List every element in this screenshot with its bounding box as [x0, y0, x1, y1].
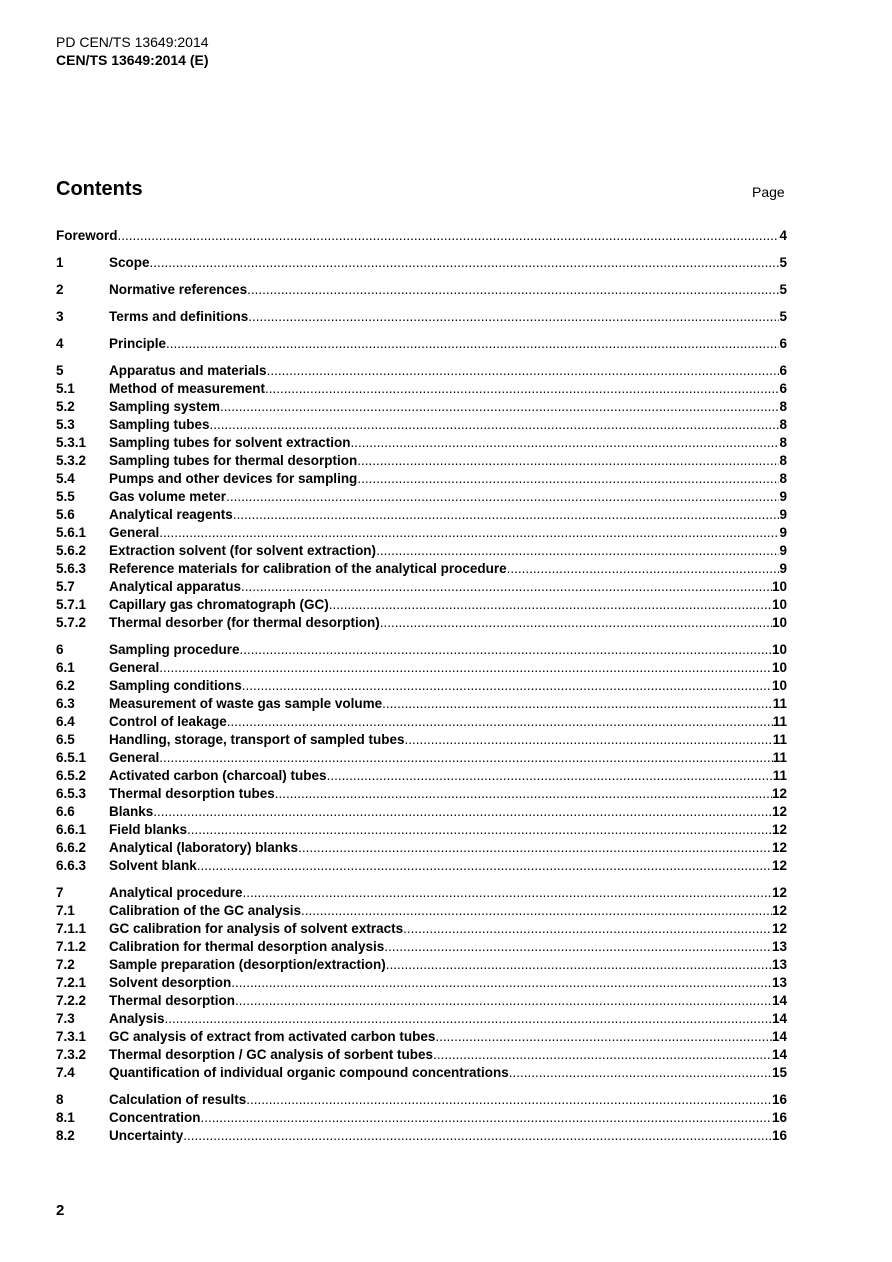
- toc-entry-number: 5.3: [56, 417, 75, 432]
- toc-entry-title: Analytical apparatus: [109, 579, 242, 594]
- toc-dot-leader: [231, 974, 772, 992]
- toc-entry-title: Control of leakage: [109, 714, 227, 729]
- toc-entry-number: 7.3.2: [56, 1047, 87, 1062]
- toc-entry-title: Quantification of individual organic compound concentrations: [109, 1065, 509, 1080]
- toc-entry-page: 5: [779, 309, 787, 324]
- toc-entry-number: 5.6.2: [56, 543, 87, 558]
- toc-entry-number: 7.3.1: [56, 1029, 87, 1044]
- toc-entry-number: 6.6.2: [56, 840, 87, 855]
- toc-entry-number: 7.2: [56, 957, 75, 972]
- toc-entry-page: 14: [771, 1029, 787, 1044]
- toc-entry-number: 5.5: [56, 489, 75, 504]
- toc-dot-leader: [233, 506, 780, 524]
- toc-entry-number: 7.1: [56, 903, 75, 918]
- toc-dot-leader: [435, 1028, 772, 1046]
- toc-entry-title: Analytical (laboratory) blanks: [109, 840, 299, 855]
- toc-entry-page: 12: [771, 822, 787, 837]
- toc-entry[interactable]: [56, 254, 787, 272]
- toc-entry-page: 11: [772, 750, 787, 765]
- toc-entry-title: Sampling system: [109, 399, 221, 414]
- toc-entry-title: Method of measurement: [109, 381, 266, 396]
- toc-entry-title: Foreword: [56, 228, 118, 243]
- toc-entry-page: 9: [779, 489, 787, 504]
- toc-dot-leader: [210, 416, 780, 434]
- toc-entry-title: Calibration for thermal desorption analysis: [109, 939, 385, 954]
- toc-entry[interactable]: [56, 920, 787, 938]
- toc-entry[interactable]: [56, 380, 787, 398]
- toc-entry-page: 10: [771, 579, 787, 594]
- toc-entry-number: 3: [56, 309, 64, 324]
- toc-dot-leader: [241, 578, 772, 596]
- toc-entry-number: 4: [56, 336, 64, 351]
- toc-entry-title: Scope: [109, 255, 150, 270]
- toc-entry[interactable]: [56, 1028, 787, 1046]
- toc-entry-number: 8: [56, 1092, 64, 1107]
- toc-entry-title: Solvent desorption: [109, 975, 232, 990]
- toc-entry-number: 7.2.1: [56, 975, 87, 990]
- toc-entry-page: 8: [779, 399, 787, 414]
- toc-entry[interactable]: [56, 506, 787, 524]
- toc-entry[interactable]: [56, 641, 787, 659]
- toc-dot-leader: [227, 713, 773, 731]
- toc-entry-page: 15: [771, 1065, 787, 1080]
- toc-entry-page: 16: [771, 1128, 787, 1143]
- toc-entry-number: 7.2.2: [56, 993, 87, 1008]
- toc-entry[interactable]: [56, 713, 787, 731]
- toc-entry-title: Field blanks: [109, 822, 188, 837]
- toc-entry-page: 6: [779, 363, 787, 378]
- toc-entry-page: 12: [771, 786, 787, 801]
- toc-entry-number: 5.7.1: [56, 597, 87, 612]
- toc-entry[interactable]: [56, 470, 787, 488]
- toc-entry-page: 12: [771, 858, 787, 873]
- toc-entry-number: 6.4: [56, 714, 75, 729]
- toc-entry-title: Thermal desorption tubes: [109, 786, 275, 801]
- toc-entry-number: 6.5.3: [56, 786, 87, 801]
- toc-entry-number: 6.6.1: [56, 822, 87, 837]
- toc-dot-leader: [159, 524, 779, 542]
- toc-entry-title: Calculation of results: [109, 1092, 247, 1107]
- toc-entry-title: Thermal desorption: [109, 993, 236, 1008]
- toc-dot-leader: [153, 803, 772, 821]
- toc-entry-number: 7.1.1: [56, 921, 87, 936]
- toc-entry-page: 16: [771, 1092, 787, 1107]
- toc-entry-number: 7.1.2: [56, 939, 87, 954]
- toc-dot-leader: [265, 380, 779, 398]
- toc-dot-leader: [165, 1010, 772, 1028]
- toc-entry-title: Activated carbon (charcoal) tubes: [109, 768, 327, 783]
- toc-entry[interactable]: [56, 416, 787, 434]
- toc-dot-leader: [243, 884, 772, 902]
- toc-entry-title: Uncertainty: [109, 1128, 184, 1143]
- toc-entry-number: 1: [56, 255, 64, 270]
- document-id: PD CEN/TS 13649:2014: [56, 34, 209, 50]
- toc-entry-number: 7.3: [56, 1011, 75, 1026]
- toc-entry[interactable]: [56, 434, 787, 452]
- toc-entry-title: Thermal desorption / GC analysis of sorbent tubes: [109, 1047, 434, 1062]
- toc-entry-page: 8: [779, 417, 787, 432]
- toc-entry-title: Sample preparation (desorption/extraction): [109, 957, 386, 972]
- table-of-contents: [56, 227, 787, 1145]
- toc-dot-leader: [275, 785, 772, 803]
- toc-entry-page: 9: [779, 561, 787, 576]
- toc-entry-number: 5.6.3: [56, 561, 87, 576]
- toc-entry-page: 10: [771, 660, 787, 675]
- toc-dot-leader: [376, 542, 779, 560]
- toc-dot-leader: [357, 452, 779, 470]
- toc-dot-leader: [150, 254, 780, 272]
- page-title: Contents: [56, 178, 143, 200]
- toc-dot-leader: [226, 488, 779, 506]
- toc-entry[interactable]: [56, 1109, 787, 1127]
- toc-entry[interactable]: [56, 362, 787, 380]
- toc-entry-title: GC calibration for analysis of solvent extracts: [109, 921, 404, 936]
- toc-entry-number: 5.3.1: [56, 435, 87, 450]
- toc-entry[interactable]: [56, 659, 787, 677]
- toc-entry[interactable]: [56, 974, 787, 992]
- toc-entry-page: 14: [771, 1011, 787, 1026]
- toc-entry[interactable]: [56, 992, 787, 1010]
- toc-entry-page: 10: [771, 678, 787, 693]
- toc-entry[interactable]: [56, 677, 787, 695]
- toc-entry[interactable]: [56, 1010, 787, 1028]
- toc-entry-page: 11: [772, 732, 787, 747]
- toc-entry-number: 6.2: [56, 678, 75, 693]
- toc-entry-number: 8.1: [56, 1110, 75, 1125]
- toc-entry-number: 6.3: [56, 696, 75, 711]
- toc-entry-title: Terms and definitions: [109, 309, 249, 324]
- toc-entry-title: Handling, storage, transport of sampled tubes: [109, 732, 405, 747]
- toc-entry[interactable]: [56, 578, 787, 596]
- toc-entry[interactable]: [56, 596, 787, 614]
- toc-entry-number: 5.7.2: [56, 615, 87, 630]
- toc-entry[interactable]: [56, 902, 787, 920]
- toc-dot-leader: [403, 920, 772, 938]
- toc-dot-leader: [220, 398, 779, 416]
- toc-entry-page: 9: [779, 507, 787, 522]
- toc-entry[interactable]: [56, 803, 787, 821]
- toc-dot-leader: [509, 1064, 772, 1082]
- toc-dot-leader: [327, 767, 773, 785]
- toc-entry-number: 2: [56, 282, 64, 297]
- toc-entry-title: Analytical procedure: [109, 885, 243, 900]
- toc-dot-leader: [386, 956, 772, 974]
- toc-dot-leader: [298, 839, 772, 857]
- toc-entry-title: Capillary gas chromatograph (GC): [109, 597, 329, 612]
- toc-entry[interactable]: [56, 227, 787, 245]
- toc-entry-page: 12: [771, 840, 787, 855]
- toc-entry-page: 14: [771, 1047, 787, 1062]
- toc-entry-page: 16: [771, 1110, 787, 1125]
- toc-entry-page: 11: [772, 696, 787, 711]
- toc-entry[interactable]: [56, 821, 787, 839]
- toc-entry[interactable]: [56, 542, 787, 560]
- toc-entry[interactable]: [56, 308, 787, 326]
- toc-entry-title: Apparatus and materials: [109, 363, 267, 378]
- toc-entry-title: General: [109, 525, 160, 540]
- toc-entry-title: Analysis: [109, 1011, 165, 1026]
- toc-entry[interactable]: [56, 335, 787, 353]
- toc-entry[interactable]: [56, 1091, 787, 1109]
- toc-entry-number: 6.5.1: [56, 750, 87, 765]
- toc-entry-title: Gas volume meter: [109, 489, 227, 504]
- toc-dot-leader: [235, 992, 772, 1010]
- toc-entry-page: 12: [771, 804, 787, 819]
- toc-entry[interactable]: [56, 560, 787, 578]
- toc-entry-page: 12: [771, 903, 787, 918]
- toc-entry-number: 5.4: [56, 471, 75, 486]
- toc-entry-page: 8: [779, 435, 787, 450]
- toc-dot-leader: [159, 749, 772, 767]
- toc-entry-title: Concentration: [109, 1110, 201, 1125]
- toc-entry-number: 6.5.2: [56, 768, 87, 783]
- page-number: 2: [56, 1202, 65, 1219]
- toc-entry-title: Blanks: [109, 804, 154, 819]
- toc-entry-page: 11: [772, 768, 787, 783]
- toc-dot-leader: [159, 659, 772, 677]
- toc-entry-number: 5: [56, 363, 64, 378]
- toc-entry-title: Normative references: [109, 282, 248, 297]
- toc-entry[interactable]: [56, 785, 787, 803]
- toc-dot-leader: [405, 731, 773, 749]
- toc-entry-number: 6.6: [56, 804, 75, 819]
- toc-dot-leader: [301, 902, 772, 920]
- toc-entry[interactable]: [56, 488, 787, 506]
- toc-entry-title: Reference materials for calibration of the analytical procedure: [109, 561, 507, 576]
- toc-entry-number: 7: [56, 885, 64, 900]
- toc-entry-page: 4: [779, 228, 787, 243]
- toc-dot-leader: [247, 281, 779, 299]
- toc-entry-title: Principle: [109, 336, 167, 351]
- toc-entry-title: Sampling tubes: [109, 417, 210, 432]
- toc-entry[interactable]: [56, 938, 787, 956]
- toc-entry-number: 5.3.2: [56, 453, 87, 468]
- toc-entry-page: 8: [779, 471, 787, 486]
- toc-entry-number: 8.2: [56, 1128, 75, 1143]
- toc-entry-title: Sampling tubes for thermal desorption: [109, 453, 358, 468]
- toc-entry-page: 10: [771, 615, 787, 630]
- toc-entry-page: 6: [779, 381, 787, 396]
- toc-entry-number: 5.7: [56, 579, 75, 594]
- toc-entry-page: 10: [771, 642, 787, 657]
- toc-entry-page: 11: [772, 714, 787, 729]
- toc-entry-title: Thermal desorber (for thermal desorption): [109, 615, 380, 630]
- toc-entry[interactable]: [56, 1127, 787, 1145]
- toc-dot-leader: [357, 470, 779, 488]
- toc-entry-page: 12: [771, 921, 787, 936]
- toc-dot-leader: [246, 1091, 772, 1109]
- toc-entry-page: 13: [771, 939, 787, 954]
- toc-entry[interactable]: [56, 1046, 787, 1064]
- toc-entry-page: 13: [771, 957, 787, 972]
- toc-entry[interactable]: [56, 452, 787, 470]
- toc-dot-leader: [433, 1046, 772, 1064]
- toc-dot-leader: [118, 227, 780, 245]
- toc-entry-number: 5.1: [56, 381, 75, 396]
- toc-entry[interactable]: [56, 839, 787, 857]
- toc-entry[interactable]: [56, 956, 787, 974]
- toc-entry-number: 5.6.1: [56, 525, 87, 540]
- toc-entry-page: 8: [779, 453, 787, 468]
- toc-entry-page: 6: [779, 336, 787, 351]
- toc-dot-leader: [329, 596, 772, 614]
- toc-entry-title: Extraction solvent (for solvent extraction): [109, 543, 377, 558]
- toc-dot-leader: [384, 938, 772, 956]
- toc-dot-leader: [187, 821, 772, 839]
- toc-entry-title: Calibration of the GC analysis: [109, 903, 302, 918]
- toc-entry-number: 5.2: [56, 399, 75, 414]
- page-column-label: Page: [752, 184, 785, 200]
- toc-entry-page: 10: [771, 597, 787, 612]
- toc-dot-leader: [248, 308, 779, 326]
- toc-entry-number: 6.6.3: [56, 858, 87, 873]
- toc-entry[interactable]: [56, 857, 787, 875]
- standard-id: CEN/TS 13649:2014 (E): [56, 52, 209, 68]
- toc-entry-title: Sampling conditions: [109, 678, 242, 693]
- toc-dot-leader: [382, 695, 773, 713]
- toc-entry-page: 5: [779, 282, 787, 297]
- toc-entry[interactable]: [56, 884, 787, 902]
- toc-entry[interactable]: [56, 749, 787, 767]
- toc-entry-title: GC analysis of extract from activated carbon tubes: [109, 1029, 436, 1044]
- toc-dot-leader: [507, 560, 780, 578]
- toc-entry-title: General: [109, 660, 160, 675]
- toc-entry-title: Pumps and other devices for sampling: [109, 471, 358, 486]
- toc-entry[interactable]: [56, 614, 787, 632]
- toc-dot-leader: [240, 641, 772, 659]
- toc-entry-title: Analytical reagents: [109, 507, 233, 522]
- toc-entry-page: 9: [779, 525, 787, 540]
- toc-entry[interactable]: [56, 281, 787, 299]
- toc-entry-number: 5.6: [56, 507, 75, 522]
- toc-entry[interactable]: [56, 767, 787, 785]
- toc-entry-page: 9: [779, 543, 787, 558]
- toc-entry-page: 14: [771, 993, 787, 1008]
- toc-entry[interactable]: [56, 731, 787, 749]
- toc-entry-page: 12: [771, 885, 787, 900]
- toc-entry-title: Measurement of waste gas sample volume: [109, 696, 383, 711]
- toc-dot-leader: [351, 434, 780, 452]
- toc-entry-title: Solvent blank: [109, 858, 197, 873]
- toc-entry-number: 6.1: [56, 660, 75, 675]
- toc-entry-title: Sampling tubes for solvent extraction: [109, 435, 351, 450]
- toc-dot-leader: [166, 335, 779, 353]
- toc-dot-leader: [380, 614, 772, 632]
- toc-dot-leader: [183, 1127, 772, 1145]
- toc-entry-page: 13: [771, 975, 787, 990]
- toc-dot-leader: [197, 857, 772, 875]
- toc-entry-title: General: [109, 750, 160, 765]
- toc-entry[interactable]: [56, 695, 787, 713]
- toc-dot-leader: [242, 677, 772, 695]
- toc-dot-leader: [201, 1109, 772, 1127]
- toc-entry[interactable]: [56, 524, 787, 542]
- toc-entry-title: Sampling procedure: [109, 642, 240, 657]
- toc-dot-leader: [267, 362, 780, 380]
- toc-entry[interactable]: [56, 398, 787, 416]
- toc-entry-number: 6: [56, 642, 64, 657]
- toc-entry-page: 5: [779, 255, 787, 270]
- toc-entry[interactable]: [56, 1064, 787, 1082]
- toc-entry-number: 6.5: [56, 732, 75, 747]
- toc-entry-number: 7.4: [56, 1065, 75, 1080]
